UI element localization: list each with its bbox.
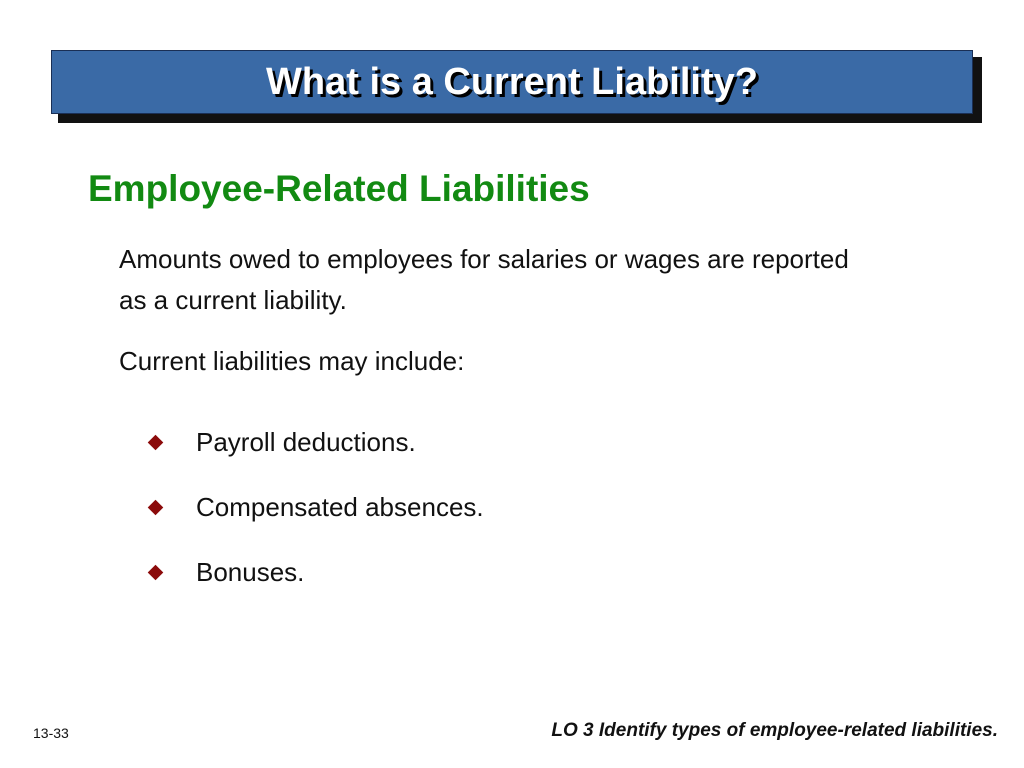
list-intro: Current liabilities may include: <box>119 346 465 376</box>
list-item-text: Compensated absences. <box>196 492 484 522</box>
list-item <box>146 410 484 475</box>
list-item <box>146 540 484 605</box>
learning-objective-footer: LO 3 Identify types of employee-related liabilities. <box>551 720 998 741</box>
list-item-text: Payroll deductions. <box>196 427 416 457</box>
diamond-bullet-icon <box>148 435 164 451</box>
list-item <box>146 475 484 540</box>
bullet-list <box>146 410 484 605</box>
title-bar <box>51 50 973 114</box>
slide-title: What is a Current Liability? <box>266 60 758 103</box>
diamond-bullet-icon <box>148 500 164 516</box>
body-paragraph: Amounts owed to employees for salaries or wages are reported as a current liability. <box>119 244 849 315</box>
section-heading: Employee-Related Liabilities <box>88 168 590 209</box>
diamond-bullet-icon <box>148 565 164 581</box>
list-item-text: Bonuses. <box>196 557 305 587</box>
page-number: 13-33 <box>33 725 69 741</box>
